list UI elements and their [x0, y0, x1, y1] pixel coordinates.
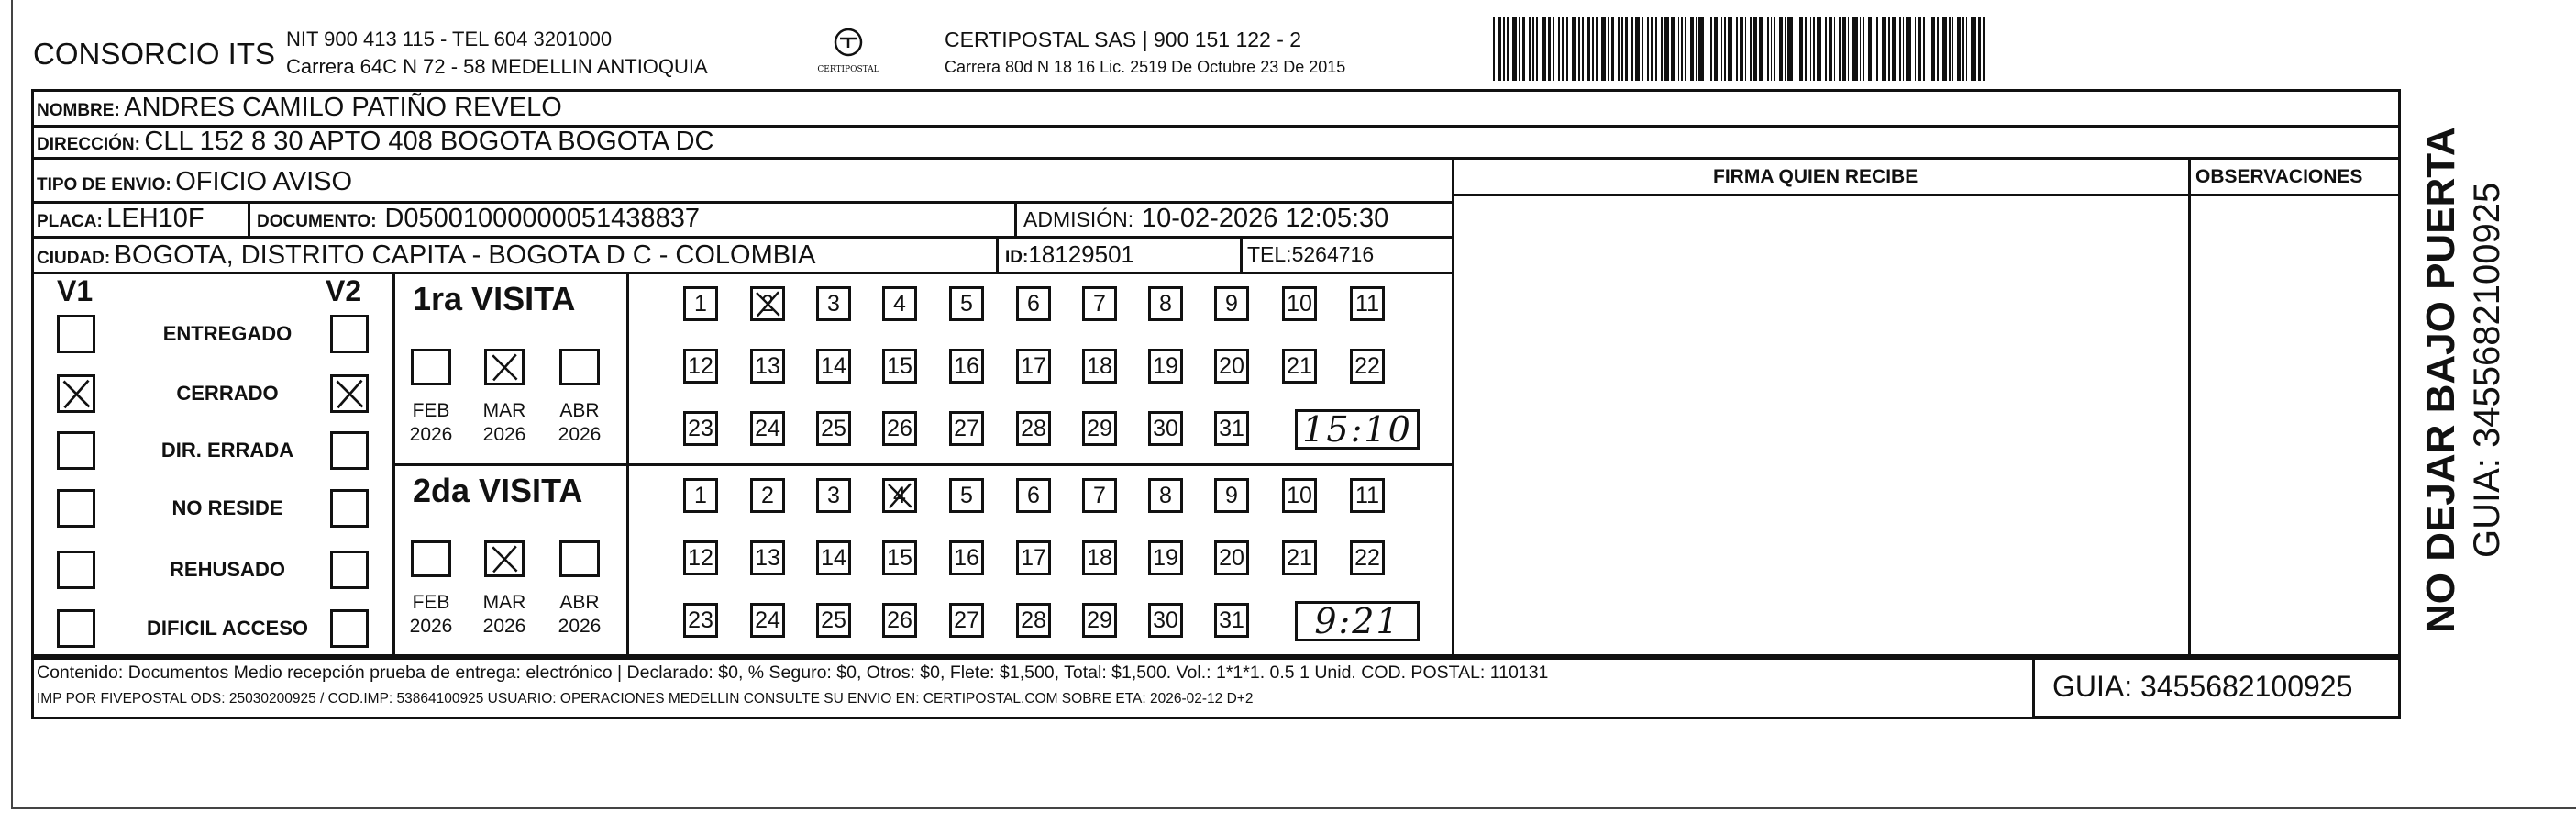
- day-number: 2: [761, 290, 774, 317]
- month-year: 2026: [482, 616, 526, 637]
- day-box[interactable]: [1214, 411, 1249, 446]
- day-number: 5: [960, 290, 973, 317]
- month-label: FEB: [412, 400, 450, 421]
- day-box[interactable]: [1282, 286, 1317, 321]
- observations-header: OBSERVACIONES: [2195, 166, 2363, 187]
- day-box[interactable]: [949, 540, 984, 575]
- day-box[interactable]: [949, 286, 984, 321]
- day-number: 2: [761, 482, 774, 508]
- day-number: 24: [755, 607, 780, 633]
- status-label: REHUSADO: [170, 558, 285, 581]
- courier-address-line: Carrera 80d N 18 16 Lic. 2519 De Octubre 23 De 2015: [945, 58, 1346, 76]
- status-label: CERRADO: [176, 382, 279, 405]
- day-box[interactable]: [1016, 603, 1051, 638]
- admission-label: ADMISIÓN:: [1023, 207, 1134, 231]
- day-box[interactable]: [1350, 478, 1385, 513]
- company-nit-line: NIT 900 413 115 - TEL 604 3201000: [286, 28, 613, 50]
- day-box[interactable]: [1016, 349, 1051, 384]
- day-number: 12: [688, 544, 713, 571]
- month-checkbox-mar[interactable]: [484, 349, 525, 385]
- day-box[interactable]: [750, 349, 785, 384]
- day-number: 28: [1021, 607, 1046, 633]
- v2-checkbox-dir-errada[interactable]: [330, 431, 369, 470]
- day-box[interactable]: [949, 478, 984, 513]
- document-label: DOCUMENTO:: [257, 212, 377, 231]
- plate: LEH10F: [106, 204, 205, 233]
- barcode: [1493, 17, 1988, 81]
- day-number: 4: [893, 290, 906, 317]
- day-box[interactable]: [1082, 286, 1117, 321]
- day-box[interactable]: [1148, 478, 1183, 513]
- day-number: 23: [688, 607, 713, 633]
- day-number: 8: [1159, 290, 1172, 317]
- day-box[interactable]: [1282, 478, 1317, 513]
- day-number: 20: [1219, 352, 1244, 379]
- tel-label: TEL:: [1247, 242, 1292, 266]
- recipient-name: ANDRES CAMILO PATIÑO REVELO: [124, 93, 562, 122]
- day-number: 11: [1355, 482, 1379, 508]
- day-number: 27: [954, 415, 979, 441]
- day-box[interactable]: [1214, 540, 1249, 575]
- day-number: 14: [821, 352, 846, 379]
- day-box[interactable]: [683, 478, 718, 513]
- visit-time-handwritten: 15:10: [1302, 409, 1412, 450]
- month-year: 2026: [482, 424, 526, 445]
- day-box[interactable]: [1016, 286, 1051, 321]
- day-number: 13: [755, 352, 780, 379]
- visit-time-handwritten: 9:21: [1314, 601, 1400, 641]
- day-box[interactable]: [750, 540, 785, 575]
- observations-area[interactable]: [2191, 196, 2401, 654]
- day-number: 31: [1219, 415, 1244, 441]
- status-label: NO RESIDE: [171, 496, 283, 519]
- day-box[interactable]: [949, 603, 984, 638]
- day-number: 3: [827, 290, 840, 317]
- status-label: ENTREGADO: [162, 322, 293, 345]
- v2-header: V2: [326, 274, 362, 307]
- city-label: CIUDAD:: [37, 249, 111, 268]
- v2-checkbox-dificil-acceso[interactable]: [330, 609, 369, 648]
- visit-title: 2da VISITA: [413, 472, 583, 509]
- document-number: D05001000000051438837: [384, 204, 700, 233]
- day-number: 16: [954, 352, 979, 379]
- footer-guia: GUIA: 3455682100925: [2052, 670, 2353, 703]
- day-number: 31: [1219, 607, 1244, 633]
- address-label: DIRECCIÓN:: [37, 135, 140, 154]
- day-number: 23: [688, 415, 713, 441]
- day-number: 22: [1354, 544, 1380, 571]
- day-number: 5: [960, 482, 973, 508]
- day-number: 24: [755, 415, 780, 441]
- day-box[interactable]: [816, 411, 851, 446]
- name-label: NOMBRE:: [37, 101, 120, 120]
- day-box[interactable]: [1350, 540, 1385, 575]
- day-box[interactable]: [949, 349, 984, 384]
- company-name: CONSORCIO ITS: [33, 37, 276, 71]
- day-number: 17: [1021, 544, 1046, 571]
- day-number: 22: [1354, 352, 1380, 379]
- day-number: 15: [887, 544, 912, 571]
- v2-checkbox-cerrado[interactable]: [330, 374, 369, 413]
- day-box[interactable]: [1350, 349, 1385, 384]
- v2-checkbox-rehusado[interactable]: [330, 551, 369, 589]
- certipostal-logo: [807, 24, 890, 79]
- shipment-type: OFICIO AVISO: [175, 167, 353, 196]
- day-number: 29: [1087, 415, 1112, 441]
- day-box[interactable]: [816, 349, 851, 384]
- day-number: 12: [688, 352, 713, 379]
- id-number: 18129501: [1028, 240, 1135, 268]
- day-box[interactable]: [949, 411, 984, 446]
- day-number: 8: [1159, 482, 1172, 508]
- day-box[interactable]: [1350, 286, 1385, 321]
- month-year: 2026: [558, 424, 602, 445]
- day-box[interactable]: [683, 603, 718, 638]
- v1-checkbox-rehusado[interactable]: [57, 551, 95, 589]
- day-box[interactable]: [1148, 603, 1183, 638]
- day-box[interactable]: [882, 349, 917, 384]
- day-box[interactable]: [1214, 603, 1249, 638]
- day-box[interactable]: [1148, 411, 1183, 446]
- day-number: 25: [821, 607, 846, 633]
- v1-checkbox-cerrado[interactable]: [57, 374, 95, 413]
- day-box[interactable]: [882, 540, 917, 575]
- day-box[interactable]: [816, 478, 851, 513]
- day-number: 19: [1153, 352, 1178, 379]
- day-number: 30: [1153, 607, 1178, 633]
- day-number: 15: [887, 352, 912, 379]
- day-box[interactable]: [882, 478, 917, 513]
- visit-title: 1ra VISITA: [413, 280, 576, 317]
- day-box[interactable]: [1214, 349, 1249, 384]
- day-number: 16: [954, 544, 979, 571]
- visit-time-box[interactable]: [1295, 409, 1420, 450]
- recipient-address: CLL 152 8 30 APTO 408 BOGOTA BOGOTA DC: [144, 127, 714, 156]
- day-box[interactable]: [1082, 603, 1117, 638]
- day-box[interactable]: [683, 540, 718, 575]
- v1-checkbox-dir-errada[interactable]: [57, 431, 95, 470]
- company-address-line: Carrera 64C N 72 - 58 MEDELLIN ANTIOQUIA: [286, 55, 708, 78]
- month-year: 2026: [558, 616, 602, 637]
- day-box[interactable]: [1016, 478, 1051, 513]
- day-box[interactable]: [1148, 286, 1183, 321]
- day-box[interactable]: [1016, 411, 1051, 446]
- day-box[interactable]: [1082, 411, 1117, 446]
- day-number: 1: [694, 290, 707, 317]
- admission-datetime: 10-02-2026 12:05:30: [1142, 204, 1389, 233]
- day-number: 27: [954, 607, 979, 633]
- status-label: DIR. ERRADA: [160, 439, 294, 462]
- month-checkbox-feb[interactable]: [411, 540, 451, 577]
- day-number: 10: [1287, 290, 1312, 317]
- day-box[interactable]: [1214, 286, 1249, 321]
- month-checkbox-feb[interactable]: [411, 349, 451, 385]
- day-number: 30: [1153, 415, 1178, 441]
- svg-text:CERTIPOSTAL: CERTIPOSTAL: [817, 65, 879, 74]
- day-box[interactable]: [750, 603, 785, 638]
- day-box[interactable]: [882, 286, 917, 321]
- month-label: FEB: [412, 592, 450, 613]
- month-year: 2026: [409, 616, 453, 637]
- day-number: 10: [1287, 482, 1312, 508]
- month-year: 2026: [409, 424, 453, 445]
- month-label: MAR: [482, 400, 526, 421]
- day-number: 7: [1093, 290, 1106, 317]
- v1-checkbox-no-reside[interactable]: [57, 489, 95, 528]
- day-box[interactable]: [750, 286, 785, 321]
- tel-number: 5264716: [1291, 242, 1375, 266]
- day-box[interactable]: [683, 286, 718, 321]
- month-label: ABR: [559, 592, 600, 613]
- day-box[interactable]: [816, 540, 851, 575]
- day-number: 19: [1153, 544, 1178, 571]
- day-box[interactable]: [1082, 540, 1117, 575]
- day-box[interactable]: [750, 411, 785, 446]
- day-number: 9: [1225, 290, 1238, 317]
- side-guia: GUIA: 3455682100925: [2467, 182, 2507, 558]
- month-checkbox-abr[interactable]: [559, 349, 600, 385]
- id-label: ID:: [1005, 248, 1029, 267]
- day-number: 25: [821, 415, 846, 441]
- day-box[interactable]: [1282, 540, 1317, 575]
- day-number: 20: [1219, 544, 1244, 571]
- day-box[interactable]: [1148, 540, 1183, 575]
- day-number: 26: [887, 415, 912, 441]
- day-number: 26: [887, 607, 912, 633]
- day-box[interactable]: [1082, 349, 1117, 384]
- day-number: 18: [1087, 352, 1112, 379]
- v1-header: V1: [57, 274, 94, 307]
- day-number: 9: [1225, 482, 1238, 508]
- content-line: Contenido: Documentos Medio recepción prueba de entrega: electrónico | Declarado: $0, % Seguro: $0, Otros: $0, Flete: $1,500, Total: $1,500. Vol.: 1*1*1. 0.5 1 Unid. COD. POSTAL: 110131: [37, 663, 1549, 683]
- day-box[interactable]: [1082, 478, 1117, 513]
- day-box[interactable]: [816, 286, 851, 321]
- v2-checkbox-entregado[interactable]: [330, 315, 369, 353]
- print-line: IMP POR FIVEPOSTAL ODS: 25030200925 / COD.IMP: 53864100925 USUARIO: OPERACIONES MEDELLIN CONSULTE SU ENVIO EN: CERTIPOSTAL.COM SOBRE ETA: 2026-02-12 D+2: [37, 691, 1254, 707]
- day-box[interactable]: [750, 478, 785, 513]
- day-box[interactable]: [816, 603, 851, 638]
- day-box[interactable]: [882, 603, 917, 638]
- day-box[interactable]: [1214, 478, 1249, 513]
- day-number: 21: [1287, 352, 1312, 379]
- day-number: 28: [1021, 415, 1046, 441]
- day-box[interactable]: [882, 411, 917, 446]
- month-label: ABR: [559, 400, 600, 421]
- day-number: 29: [1087, 607, 1112, 633]
- side-warning: NO DEJAR BAJO PUERTA: [2418, 127, 2463, 633]
- month-label: MAR: [482, 592, 526, 613]
- day-number: 11: [1355, 290, 1379, 317]
- day-number: 17: [1021, 352, 1046, 379]
- day-number: 21: [1287, 544, 1312, 571]
- signature-area[interactable]: [1454, 196, 2188, 654]
- v1-checkbox-dificil-acceso[interactable]: [57, 609, 95, 648]
- status-label: DIFICIL ACCESO: [146, 617, 308, 640]
- city: BOGOTA, DISTRITO CAPITA - BOGOTA D C - COLOMBIA: [114, 240, 816, 270]
- plate-label: PLACA:: [37, 212, 103, 231]
- day-box[interactable]: [683, 411, 718, 446]
- v1-checkbox-entregado[interactable]: [57, 315, 95, 353]
- day-number: 3: [827, 482, 840, 508]
- day-box[interactable]: [683, 349, 718, 384]
- day-box[interactable]: [1148, 349, 1183, 384]
- day-box[interactable]: [1282, 349, 1317, 384]
- day-number: 18: [1087, 544, 1112, 571]
- v2-checkbox-no-reside[interactable]: [330, 489, 369, 528]
- day-number: 1: [694, 482, 707, 508]
- signature-header: FIRMA QUIEN RECIBE: [1713, 166, 1918, 187]
- day-box[interactable]: [1016, 540, 1051, 575]
- shipment-type-label: TIPO DE ENVIO:: [37, 175, 171, 195]
- day-number: 4: [893, 482, 906, 508]
- day-number: 6: [1027, 290, 1040, 317]
- day-number: 7: [1093, 482, 1106, 508]
- courier-name-line: CERTIPOSTAL SAS | 900 151 122 - 2: [945, 28, 1302, 51]
- month-checkbox-abr[interactable]: [559, 540, 600, 577]
- day-number: 13: [755, 544, 780, 571]
- month-checkbox-mar[interactable]: [484, 540, 525, 577]
- visit-time-box[interactable]: [1295, 601, 1420, 641]
- day-number: 14: [821, 544, 846, 571]
- day-number: 6: [1027, 482, 1040, 508]
